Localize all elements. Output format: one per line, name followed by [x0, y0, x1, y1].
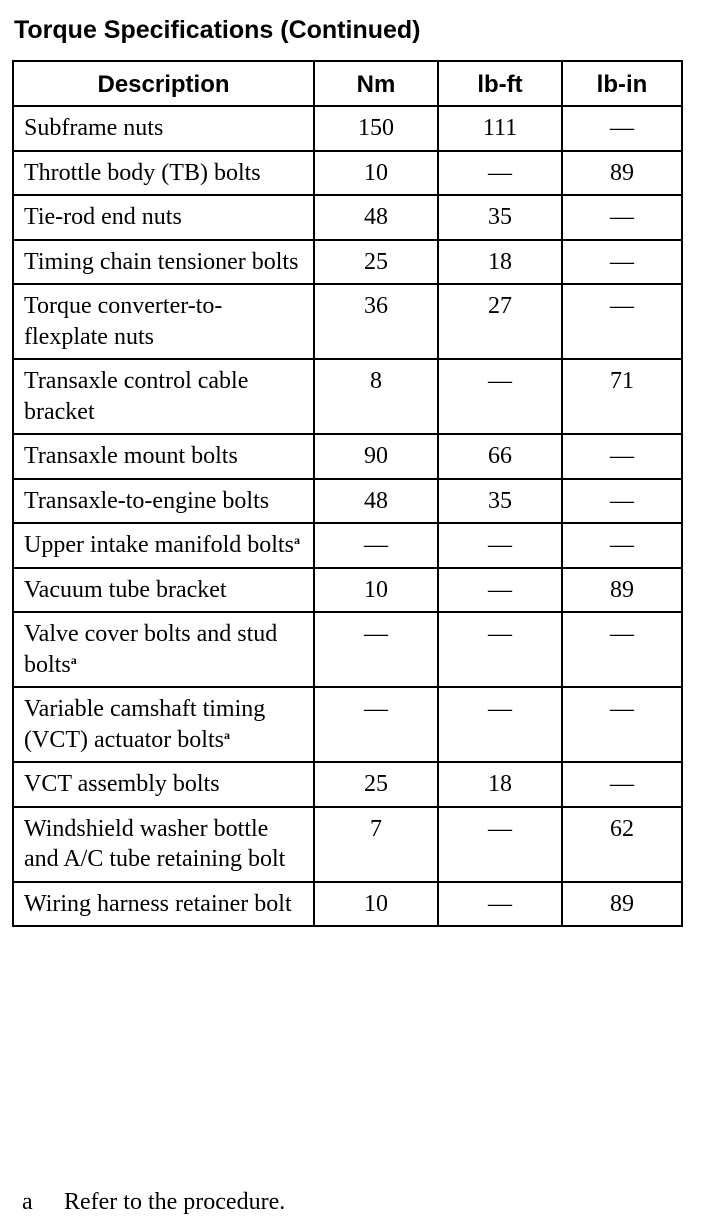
cell-lbft: — — [438, 882, 562, 927]
cell-lbft: — — [438, 687, 562, 762]
table-row — [13, 807, 682, 882]
cell-lbin: 89 — [562, 568, 682, 613]
cell-lbin: — — [562, 612, 682, 687]
table-body — [13, 106, 682, 926]
description-text: Transaxle mount bolts — [24, 443, 238, 469]
cell-lbft: 35 — [438, 479, 562, 524]
cell-lbin: — — [562, 479, 682, 524]
footnote-ref: a — [293, 533, 300, 547]
table-row — [13, 106, 682, 151]
footnote-mark: a — [22, 1189, 33, 1215]
cell-description — [13, 359, 314, 434]
cell-nm: 10 — [314, 568, 438, 613]
page-title: Torque Specifications (Continued) — [14, 16, 421, 44]
cell-nm: — — [314, 523, 438, 568]
column-header-nm: Nm — [314, 61, 438, 106]
description-text: VCT assembly bolts — [24, 771, 220, 797]
description-text: Torque converter-to-flexplate nuts — [24, 293, 223, 350]
cell-lbft: — — [438, 807, 562, 882]
cell-nm: 150 — [314, 106, 438, 151]
table-row — [13, 359, 682, 434]
column-header-description: Description — [13, 61, 314, 106]
description-text: Variable camshaft timing (VCT) actuator bolts — [24, 696, 266, 753]
table-row — [13, 195, 682, 240]
table-row — [13, 687, 682, 762]
cell-lbft: — — [438, 359, 562, 434]
description-text: Upper intake manifold bolts — [24, 532, 294, 558]
cell-nm: 48 — [314, 195, 438, 240]
cell-lbft: 18 — [438, 762, 562, 807]
cell-description — [13, 882, 314, 927]
cell-lbin: — — [562, 106, 682, 151]
cell-description — [13, 612, 314, 687]
cell-description — [13, 434, 314, 479]
cell-lbft: 111 — [438, 106, 562, 151]
description-text: Valve cover bolts and stud bolts — [24, 621, 278, 678]
table-row — [13, 612, 682, 687]
cell-description — [13, 807, 314, 882]
cell-lbft: — — [438, 523, 562, 568]
table-row — [13, 240, 682, 285]
footnote-ref: a — [70, 652, 77, 667]
cell-lbin: — — [562, 284, 682, 359]
description-text: Tie-rod end nuts — [24, 204, 182, 230]
cell-description — [13, 687, 314, 762]
cell-nm: 10 — [314, 151, 438, 196]
cell-nm: 36 — [314, 284, 438, 359]
cell-lbft: 66 — [438, 434, 562, 479]
table-row — [13, 284, 682, 359]
description-text: Throttle body (TB) bolts — [24, 159, 261, 186]
cell-nm: 10 — [314, 882, 438, 927]
footnote-ref: a — [223, 727, 230, 742]
cell-description — [13, 151, 314, 196]
cell-description — [13, 568, 314, 613]
cell-nm: 25 — [314, 762, 438, 807]
description-text: Transaxle control cable bracket — [24, 368, 249, 425]
cell-description — [13, 762, 314, 807]
column-header-lbin: lb-in — [562, 61, 682, 106]
cell-nm: 8 — [314, 359, 438, 434]
cell-lbft: — — [438, 151, 562, 196]
cell-lbin: — — [562, 762, 682, 807]
cell-lbin: 62 — [562, 807, 682, 882]
cell-lbin: — — [562, 195, 682, 240]
table-row — [13, 479, 682, 524]
table-row — [13, 151, 682, 196]
torque-spec-table — [12, 60, 683, 927]
description-text: Timing chain tensioner bolts — [24, 248, 299, 275]
cell-nm: 7 — [314, 807, 438, 882]
cell-lbin: — — [562, 687, 682, 762]
description-text: Wiring harness retainer bolt — [24, 890, 292, 917]
column-header-lbft: lb-ft — [438, 61, 562, 106]
cell-description — [13, 284, 314, 359]
cell-nm: 48 — [314, 479, 438, 524]
cell-lbin: 89 — [562, 151, 682, 196]
table-row — [13, 523, 682, 568]
cell-nm: — — [314, 612, 438, 687]
table-row — [13, 762, 682, 807]
cell-description — [13, 240, 314, 285]
description-text: Transaxle-to-engine bolts — [24, 487, 270, 514]
cell-description — [13, 479, 314, 524]
cell-lbin: — — [562, 434, 682, 479]
cell-nm: 25 — [314, 240, 438, 285]
table-row — [13, 434, 682, 479]
cell-description — [13, 523, 314, 568]
cell-nm: 90 — [314, 434, 438, 479]
cell-lbft: 18 — [438, 240, 562, 285]
cell-lbin: 89 — [562, 882, 682, 927]
cell-lbft: 27 — [438, 284, 562, 359]
cell-lbin: — — [562, 523, 682, 568]
table-row — [13, 882, 682, 927]
cell-lbft: — — [438, 612, 562, 687]
description-text: Windshield washer bottle and A/C tube retaining bolt — [24, 815, 286, 872]
cell-description — [13, 195, 314, 240]
cell-lbft: — — [438, 568, 562, 613]
footnote — [22, 1186, 285, 1218]
footnote-text: Refer to the procedure. — [64, 1189, 286, 1215]
description-text: Vacuum tube bracket — [24, 576, 227, 603]
description-text: Subframe nuts — [24, 115, 164, 141]
table-header-row — [13, 61, 682, 106]
cell-nm: — — [314, 687, 438, 762]
cell-description — [13, 106, 314, 151]
cell-lbft: 35 — [438, 195, 562, 240]
table-row — [13, 568, 682, 613]
cell-lbin: — — [562, 240, 682, 285]
cell-lbin: 71 — [562, 359, 682, 434]
